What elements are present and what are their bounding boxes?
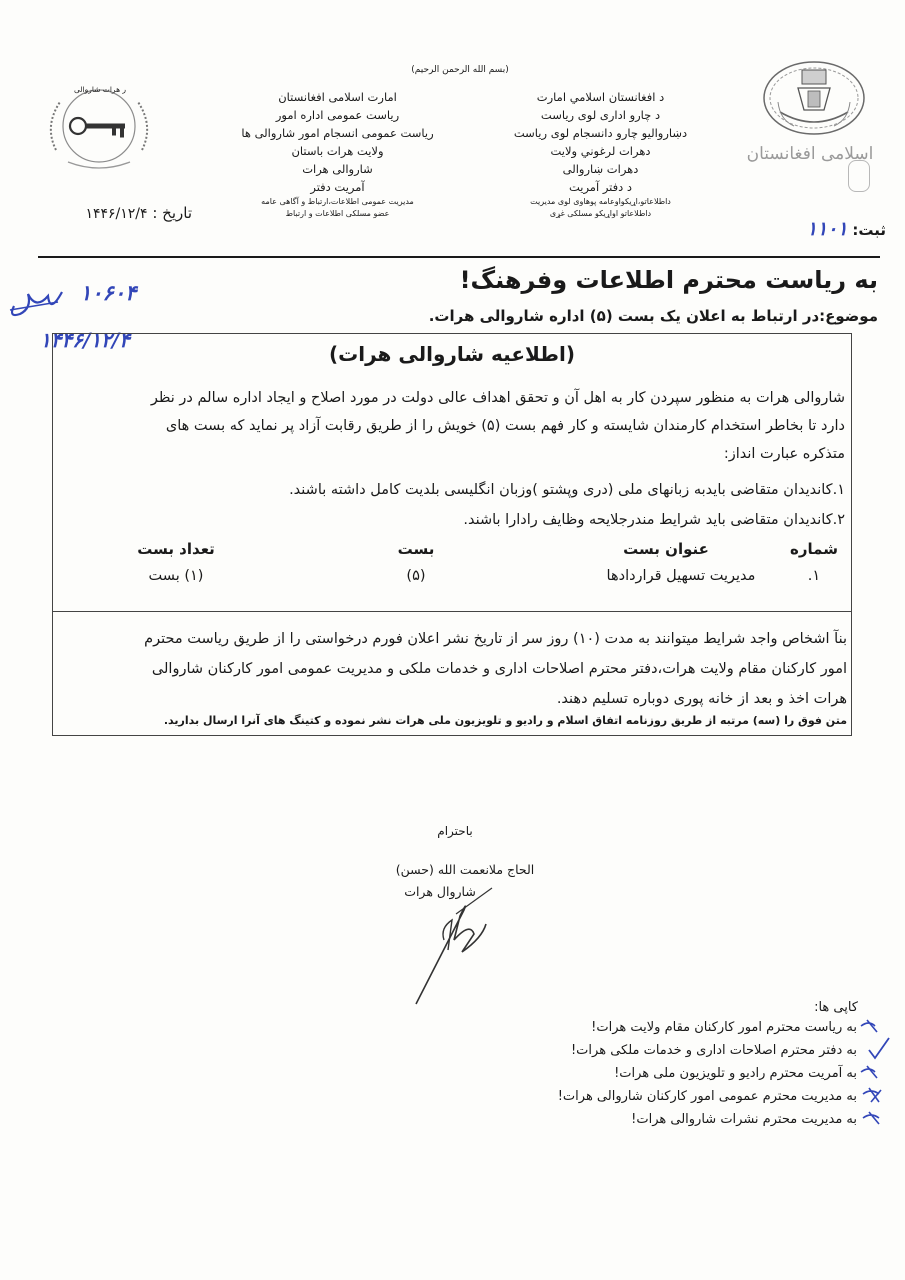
emirate-emblem-icon [758, 58, 870, 150]
intro-paragraph [61, 384, 845, 468]
notice-box [52, 333, 852, 736]
header-dari-line: شاروالی هرات [302, 162, 373, 176]
copy-item: به ریاست محترم امور کارکنان مقام ولایت هرات! [591, 1020, 857, 1035]
header-dari [205, 88, 470, 220]
header-dari-line: ریاست عمومی اداره امور [275, 108, 400, 122]
table-cell-count: (۱) بست [148, 568, 204, 584]
condition-item: ۱.کاندیدان متقاضی بایدبه زبانهای ملی (دری وپشتو )وزبان انگلیسی بلدیت کامل داشته باشند. [289, 482, 845, 498]
copy-item: به آمریت محترم رادیو و تلویزیون ملی هرات! [614, 1066, 857, 1081]
header-pashto-line: دهرات لرغوني ولایت [550, 144, 651, 158]
signatory-name: الحاج ملانعمت الله (حسن) [395, 862, 535, 877]
header-pashto-line: داطلاعاتو،اړیکواوعامه پوهاوی لوی مدیریت [530, 197, 671, 206]
check-marks-icon [855, 1016, 895, 1134]
date-value: ۱۴۴۶/۱۲/۴ [85, 206, 148, 222]
subject: موضوع:در ارتباط به اعلان یک بست (۵) اداره شاروالی هرات. [428, 307, 878, 325]
table-header-count: تعداد بست [137, 540, 215, 558]
header-pashto-line: د افغانستان اسلامي امارت [536, 90, 665, 104]
intro-line: شاروالی هرات به منظور سپردن کار به اهل آن و تحقق اهداف عالی دولت در مورد اصلاح و ایجاد اداره سالم در نظر [150, 390, 845, 406]
municipality-emblem-caption: ر هرات شاروالی [73, 85, 127, 94]
addressee: به ریاست محترم اطلاعات وفرهنگ! [459, 266, 878, 294]
intro-line: متذکره عبارت انداز: [723, 446, 845, 462]
registration-number: ۱۱۰۱ [806, 218, 848, 240]
application-paragraph [59, 624, 847, 714]
application-line: امور کارکنان مقام ولایت هرات،دفتر محترم اصلاحات اداری و خدمات ملکی و مدیریت عمومی امور کارکنان شاروالی [151, 661, 847, 677]
header-dari-line: ولایت هرات باستان [291, 144, 384, 158]
copy-item: به مدیریت محترم عمومی امور کارکنان شاروالی هرات! [557, 1089, 857, 1104]
header-pashto-line: دښاروالیو چارو دانسجام لوی ریاست [513, 126, 688, 140]
copy-item: به مدیریت محترم نشرات شاروالی هرات! [631, 1112, 857, 1127]
table-cell-no: ۱. [807, 568, 821, 584]
positions-table [53, 534, 851, 594]
conditions-list [61, 475, 845, 535]
publication-note: متن فوق را (سه) مرتبه از طریق روزنامه اتفاق اسلام و رادیو و تلویزیون ملی هرات نشر نموده و کتینگ های آنرا ارسال بدارید. [163, 714, 847, 727]
stamp-mark [848, 160, 870, 192]
signatory-title: شاروال هرات [404, 884, 476, 899]
handwritten-initials [6, 280, 66, 324]
handwritten-initials-icon [6, 280, 66, 324]
basmala: (بسم الله الرحمن الرحيم) [411, 65, 509, 75]
copies-list [440, 1016, 875, 1131]
closing: باحترام [437, 824, 473, 838]
emirate-emblem [758, 58, 870, 150]
header-dari-line: آمریت دفتر [310, 180, 365, 194]
application-line: هرات اخذ و بعد از خانه پوری دوباره تسلیم دهند. [556, 691, 847, 707]
application-line: بنآ اشخاص واجد شرایط میتوانند به مدت (۱۰) روز سر از تاریخ نشر اعلان فورم درخواستی را از طریق ریاست محترم [144, 631, 847, 647]
registration [768, 218, 886, 240]
intro-line: دارد تا بخاطر استخدام کارمندان شایسته و کار فهم بست (۵) خویش را از طریق رقابت آزاد پر نماید که بست های [165, 418, 845, 434]
header-dari-line: ریاست عمومی انسجام امور شاروالی ها [241, 126, 434, 140]
table-header-title: عنوان بست [623, 540, 709, 558]
header-pashto-line: دهرات ښاروالی [562, 162, 639, 176]
header-dari-line: امارت اسلامی افغانستان [278, 90, 397, 104]
notice-title: (اطلاعیه شاروالی هرات) [328, 342, 576, 366]
header-dari-line: مدیریت عمومی اطلاعات،ارتباط و آگاهی عامه [261, 197, 414, 206]
signature-icon [400, 880, 510, 1010]
copies-label: کاپی ها: [814, 1000, 858, 1015]
table-cell-grade: (۵) [406, 568, 426, 584]
header-pashto-line: د دفتر آمریت [568, 180, 633, 194]
condition-item: ۲.کاندیدان متقاضی باید شرایط مندرجلایحه وظایف رادارا باشند. [463, 512, 845, 528]
table-cell-title: مدیریت تسهیل قراردادها [606, 568, 756, 584]
handwritten-number: ۱۰۶۰۴ [80, 280, 137, 305]
header-dari-line: عضو مسلکی اطلاعات و ارتباط [285, 209, 390, 218]
header-pashto [478, 88, 723, 220]
signature [400, 880, 510, 1010]
notice-divider [53, 611, 851, 612]
table-header-grade: بست [397, 540, 435, 558]
letter-date [34, 204, 192, 222]
header-pashto-line: داطلاعاتو اواړیکو مسلکی غړی [549, 209, 652, 218]
header-pashto-line: د چارو اداری لوی ریاست [540, 108, 661, 122]
table-header-no: شماره [790, 540, 838, 558]
header-divider [38, 256, 880, 258]
copies-check-marks [855, 1016, 895, 1134]
handwritten-date: ۱۴۴۶/۱۲/۴ [40, 328, 130, 352]
registration-label: ثبت: [852, 221, 886, 239]
date-label: تاریخ : [152, 204, 192, 222]
emirate-emblem-caption: اسلامی افغانستان [746, 144, 874, 164]
copy-item: به دفتر محترم اصلاحات اداری و خدمات ملکی هرات! [570, 1043, 857, 1058]
